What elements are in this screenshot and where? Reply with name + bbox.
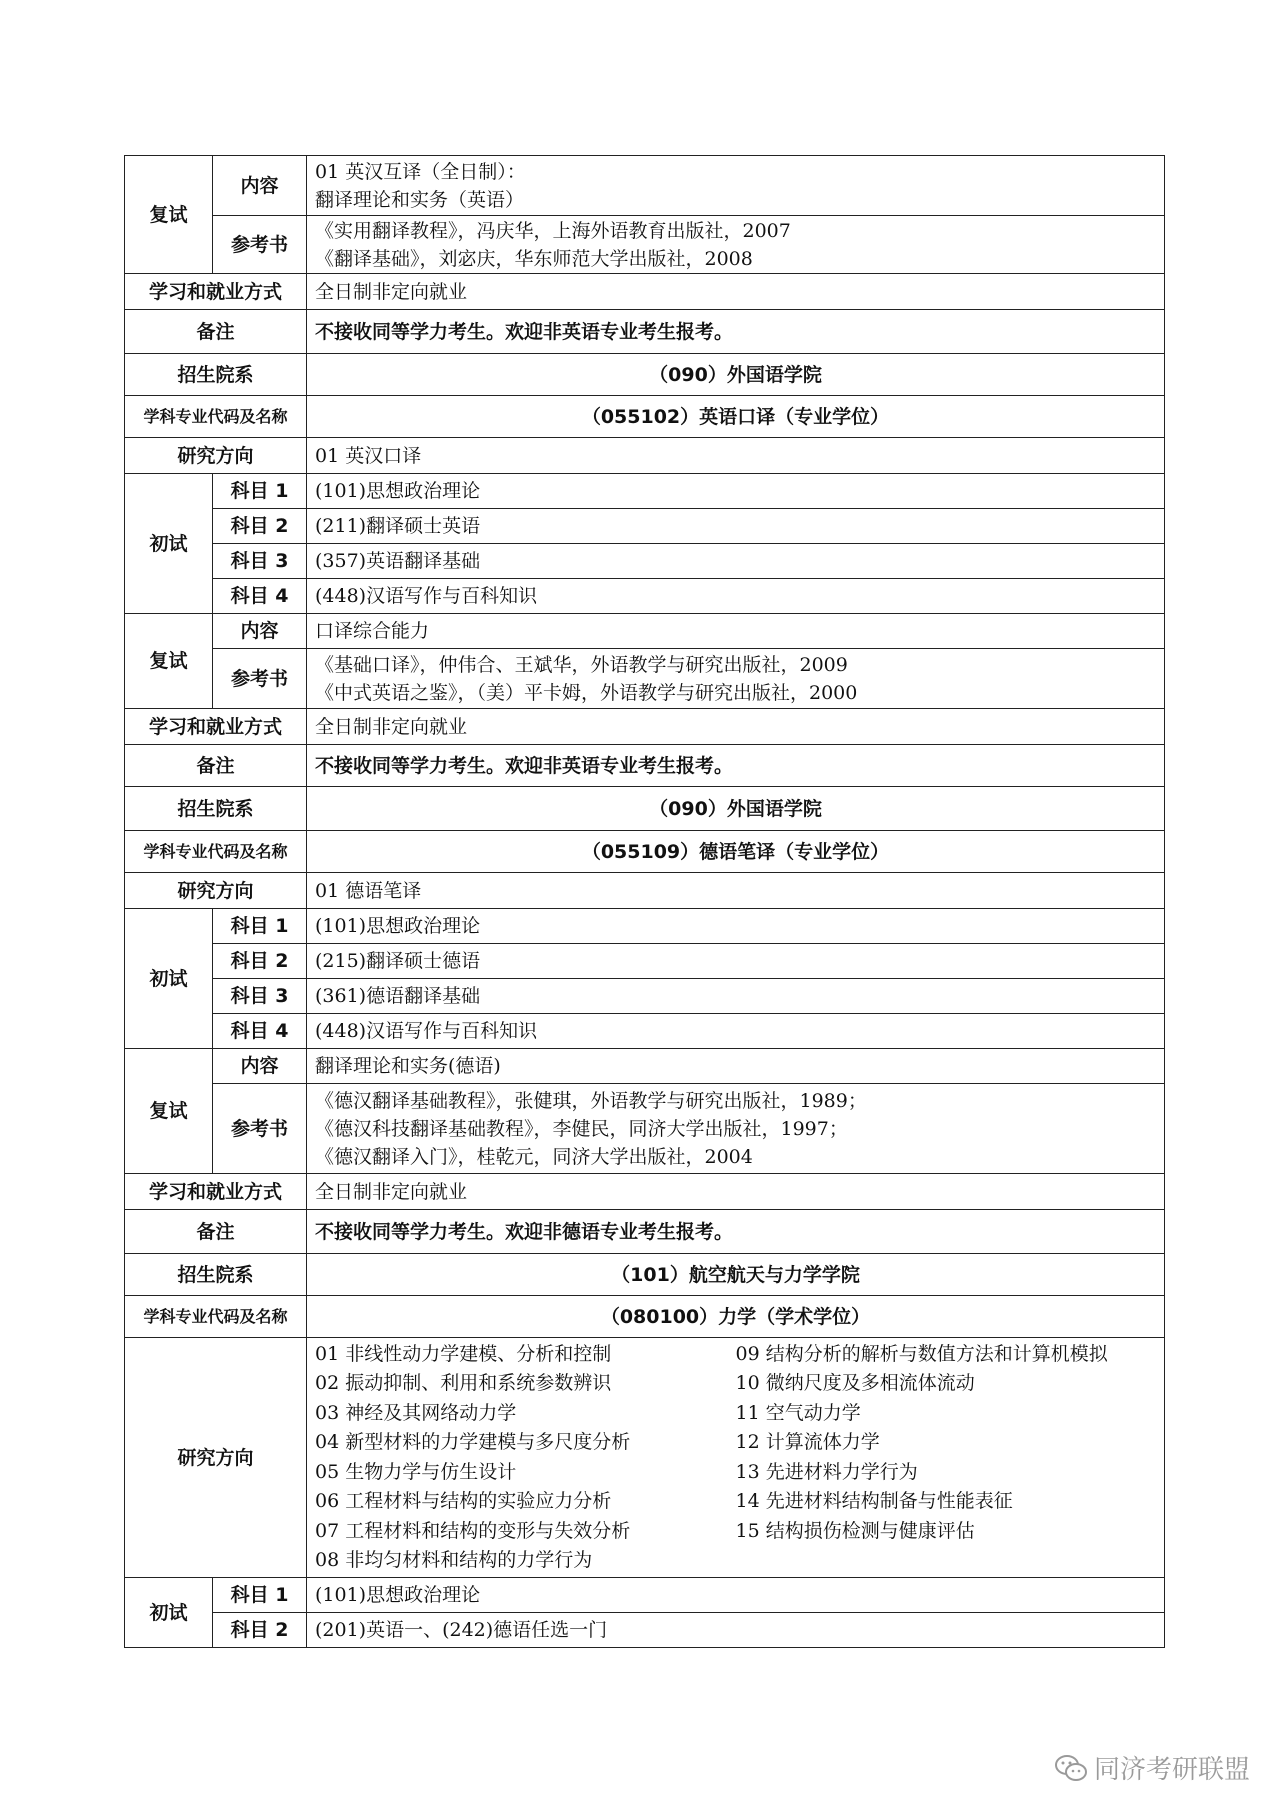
fangxiang-label: 研究方向: [125, 1338, 307, 1578]
kemu-value: (448)汉语写作与百科知识: [307, 579, 1165, 614]
text-line: 《德汉翻译基础教程》，张健琪，外语教学与研究出版社，1989；: [315, 1089, 867, 1112]
kemu-value: (101)思想政治理论: [307, 1578, 1165, 1613]
cankaoshu-label: 参考书: [213, 216, 307, 274]
text-line: 《中式英语之鉴》，（美）平卡姆，外语教学与研究出版社，2000: [315, 681, 858, 704]
chushi-label: 初试: [125, 1578, 213, 1648]
xueke-label: 学科专业代码及名称: [125, 396, 307, 438]
neirong-value: 翻译理论和实务(德语): [307, 1049, 1165, 1084]
cankaoshu-label: 参考书: [213, 1084, 307, 1174]
list-item: 02 振动抑制、利用和系统参数辨识: [315, 1372, 612, 1394]
list-item: 09 结构分析的解析与数值方法和计算机模拟: [735, 1342, 1108, 1365]
zhaosheng-value: （101）航空航天与力学学院: [307, 1254, 1165, 1296]
zhaosheng-label: 招生院系: [125, 1254, 307, 1296]
kemu-value: (211)翻译硕士英语: [307, 509, 1165, 544]
fangxiang-label: 研究方向: [125, 873, 307, 909]
list-item: 06 工程材料与结构的实验应力分析: [315, 1490, 612, 1512]
list-item: 13 先进材料力学行为: [735, 1460, 918, 1483]
xuexi-value: 全日制非定向就业: [307, 274, 1165, 310]
text-line: 《翻译基础》，刘宓庆，华东师范大学出版社，2008: [315, 247, 753, 270]
text-line: 《德汉翻译入门》，桂乾元，同济大学出版社，2004: [315, 1145, 753, 1168]
neirong-label: 内容: [213, 1049, 307, 1084]
kemu-value: (361)德语翻译基础: [307, 979, 1165, 1014]
text-line: 01 英汉互译（全日制）：: [315, 160, 526, 183]
chushi-label: 初试: [125, 909, 213, 1049]
xueke-label: 学科专业代码及名称: [125, 831, 307, 873]
list-item: 07 工程材料和结构的变形与失效分析: [315, 1519, 631, 1542]
admission-table-page: [124, 155, 1164, 1648]
neirong-label: 内容: [213, 156, 307, 216]
text-line: 《德汉科技翻译基础教程》，李健民，同济大学出版社，1997；: [315, 1117, 848, 1140]
zhaosheng-label: 招生院系: [125, 787, 307, 831]
xueke-value: （055102）英语口译（专业学位）: [307, 396, 1165, 438]
list-item: 05 生物力学与仿生设计: [315, 1460, 517, 1483]
fushi-label: 复试: [125, 1049, 213, 1174]
xueke-value: （080100）力学（学术学位）: [307, 1296, 1165, 1338]
kemu-value: (101)思想政治理论: [307, 909, 1165, 944]
list-item: 01 非线性动力学建模、分析和控制: [315, 1342, 612, 1365]
beizhu-label: 备注: [125, 1210, 307, 1254]
kemu-label: 科目 2: [213, 1613, 307, 1648]
watermark-text: 同济考研联盟: [1093, 1755, 1250, 1785]
text-line: 《基础口译》，仲伟合、王斌华，外语教学与研究出版社，2009: [315, 653, 848, 676]
kemu-label: 科目 1: [213, 1578, 307, 1613]
list-item: 03 神经及其网络动力学: [315, 1401, 517, 1424]
xuexi-value: 全日制非定向就业: [307, 1174, 1165, 1210]
kemu-label: 科目 3: [213, 979, 307, 1014]
text-line: 《实用翻译教程》，冯庆华，上海外语教育出版社，2007: [315, 219, 791, 242]
list-item: 10 微纳尺度及多相流体流动: [735, 1372, 975, 1394]
xuexi-label: 学习和就业方式: [125, 709, 307, 745]
kemu-label: 科目 2: [213, 944, 307, 979]
cankaoshu-value: [307, 649, 1165, 709]
admission-table: [124, 155, 1165, 1648]
beizhu-label: 备注: [125, 310, 307, 354]
beizhu-value: 不接收同等学力考生。欢迎非德语专业考生报考。: [307, 1210, 1165, 1254]
beizhu-label: 备注: [125, 745, 307, 787]
cankaoshu-label: 参考书: [213, 649, 307, 709]
fushi-label: 复试: [125, 614, 213, 709]
xuexi-value: 全日制非定向就业: [307, 709, 1165, 745]
kemu-label: 科目 1: [213, 909, 307, 944]
kemu-value: (357)英语翻译基础: [307, 544, 1165, 579]
neirong-value: 口译综合能力: [307, 614, 1165, 649]
watermark: [1054, 1749, 1250, 1786]
research-directions: [315, 1340, 1156, 1576]
chushi-label: 初试: [125, 474, 213, 614]
list-item: 15 结构损伤检测与健康评估: [735, 1519, 975, 1542]
zhaosheng-label: 招生院系: [125, 354, 307, 396]
kemu-label: 科目 4: [213, 1014, 307, 1049]
cankaoshu-value: [307, 216, 1165, 274]
cankaoshu-value: [307, 1084, 1165, 1174]
kemu-value: (215)翻译硕士德语: [307, 944, 1165, 979]
list-item: 12 计算流体力学: [735, 1431, 880, 1453]
xuexi-label: 学习和就业方式: [125, 274, 307, 310]
xueke-value: （055109）德语笔译（专业学位）: [307, 831, 1165, 873]
directions-left-column: [315, 1340, 736, 1576]
kemu-label: 科目 4: [213, 579, 307, 614]
fangxiang-value: 01 德语笔译: [307, 873, 1165, 909]
beizhu-value: 不接收同等学力考生。欢迎非英语专业考生报考。: [307, 745, 1165, 787]
kemu-value: (201)英语一、(242)德语任选一门: [307, 1613, 1165, 1648]
kemu-label: 科目 2: [213, 509, 307, 544]
xuexi-label: 学习和就业方式: [125, 1174, 307, 1210]
list-item: 14 先进材料结构制备与性能表征: [735, 1490, 1013, 1512]
zhaosheng-value: （090）外国语学院: [307, 787, 1165, 831]
zhaosheng-value: （090）外国语学院: [307, 354, 1165, 396]
fangxiang-value: [307, 1338, 1165, 1578]
wechat-icon: [1054, 1753, 1088, 1783]
neirong-label: 内容: [213, 614, 307, 649]
directions-right-column: [736, 1340, 1157, 1576]
list-item: 08 非均匀材料和结构的力学行为: [315, 1549, 593, 1571]
text-line: 翻译理论和实务（英语）: [315, 188, 525, 211]
list-item: 11 空气动力学: [735, 1401, 861, 1424]
kemu-label: 科目 1: [213, 474, 307, 509]
kemu-value: (101)思想政治理论: [307, 474, 1165, 509]
list-item: 04 新型材料的力学建模与多尺度分析: [315, 1431, 631, 1453]
kemu-label: 科目 3: [213, 544, 307, 579]
fangxiang-value: 01 英汉口译: [307, 438, 1165, 474]
neirong-value: [307, 156, 1165, 216]
xueke-label: 学科专业代码及名称: [125, 1296, 307, 1338]
beizhu-value: 不接收同等学力考生。欢迎非英语专业考生报考。: [307, 310, 1165, 354]
kemu-value: (448)汉语写作与百科知识: [307, 1014, 1165, 1049]
fushi-label: 复试: [125, 156, 213, 274]
fangxiang-label: 研究方向: [125, 438, 307, 474]
